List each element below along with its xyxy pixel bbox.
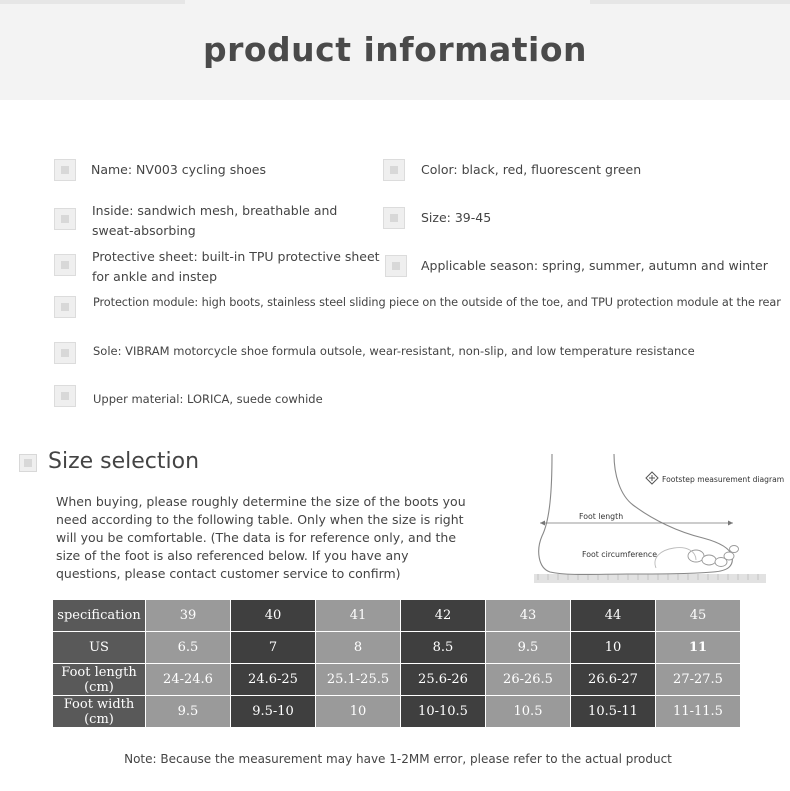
foot-length-label: Foot length xyxy=(579,512,624,521)
table-cell: 43 xyxy=(486,600,571,632)
measurement-note: Note: Because the measurement may have 1-2MM error, please refer to the actual product xyxy=(124,752,672,766)
diamond-icon xyxy=(646,472,658,484)
foot-measurement-diagram xyxy=(528,450,790,590)
table-cell: 45 xyxy=(656,600,741,632)
table-cell: 9.5 xyxy=(146,696,231,728)
table-row xyxy=(53,664,741,696)
table-cell: 39 xyxy=(146,600,231,632)
table-cell: 11-11.5 xyxy=(656,696,741,728)
table-cell: 25.6-26 xyxy=(401,664,486,696)
table-cell: 9.5 xyxy=(486,632,571,664)
table-cell: 42 xyxy=(401,600,486,632)
bullet-icon xyxy=(54,385,76,407)
table-cell: 10-10.5 xyxy=(401,696,486,728)
ruler-strip xyxy=(534,574,766,583)
table-cell: 10 xyxy=(316,696,401,728)
table-cell: 10 xyxy=(571,632,656,664)
table-cell: 7 xyxy=(231,632,316,664)
table-cell: 44 xyxy=(571,600,656,632)
size-selection-description: When buying, please roughly determine the size of the boots you need according to the following table. Only when the size is right will you be comfortable. (The data is for reference only, and the size of the foot is also referenced below. If you have any questions, please contact customer service to confirm) xyxy=(56,494,466,581)
foot-circumference-label: Foot circumference xyxy=(582,550,657,559)
table-row xyxy=(53,696,741,728)
bullet-icon xyxy=(54,208,76,230)
table-row xyxy=(53,632,741,664)
bullet-icon xyxy=(54,296,76,318)
row-header-foot-length: Foot length (cm) xyxy=(53,664,146,696)
info-color: Color: black, red, fluorescent green xyxy=(421,162,642,177)
bullet-icon xyxy=(54,159,76,181)
arrow-left-icon xyxy=(540,521,545,526)
info-inside: Inside: sandwich mesh, breathable and sweat-absorbing xyxy=(92,203,338,238)
bullet-icon xyxy=(383,159,405,181)
row-header-us: US xyxy=(53,632,146,664)
info-season: Applicable season: spring, summer, autumn and winter xyxy=(421,258,768,273)
table-cell: 24.6-25 xyxy=(231,664,316,696)
info-protection-module: Protection module: high boots, stainless steel sliding piece on the outside of the toe, and TPU protection module at the rear xyxy=(93,296,781,309)
bullet-icon xyxy=(385,255,407,277)
info-name: Name: NV003 cycling shoes xyxy=(91,162,266,177)
bullet-icon xyxy=(54,342,76,364)
table-cell: 6.5 xyxy=(146,632,231,664)
table-cell: 11 xyxy=(656,632,741,664)
info-upper-material: Upper material: LORICA, suede cowhide xyxy=(93,392,323,406)
table-cell: 10.5-11 xyxy=(571,696,656,728)
size-selection-title: Size selection xyxy=(48,449,200,474)
info-sole: Sole: VIBRAM motorcycle shoe formula outsole, wear-resistant, non-slip, and low temperature resistance xyxy=(93,344,695,358)
table-cell: 10.5 xyxy=(486,696,571,728)
table-cell: 8 xyxy=(316,632,401,664)
table-cell: 9.5-10 xyxy=(231,696,316,728)
info-size: Size: 39-45 xyxy=(421,210,492,225)
arrow-right-icon xyxy=(728,521,733,526)
table-cell: 25.1-25.5 xyxy=(316,664,401,696)
bullet-icon xyxy=(54,254,76,276)
section-bullet-icon xyxy=(19,454,37,472)
info-protective-sheet: Protective sheet: built-in TPU protective sheet for ankle and instep xyxy=(92,249,380,284)
row-header-foot-width: Foot width (cm) xyxy=(53,696,146,728)
table-cell: 41 xyxy=(316,600,401,632)
row-header-specification: specification xyxy=(53,600,146,632)
table-cell: 8.5 xyxy=(401,632,486,664)
table-cell: 24-24.6 xyxy=(146,664,231,696)
table-cell: 26.6-27 xyxy=(571,664,656,696)
size-table xyxy=(52,599,741,728)
table-cell: 27-27.5 xyxy=(656,664,741,696)
diagram-title: Footstep measurement diagram xyxy=(662,475,785,484)
table-cell: 26-26.5 xyxy=(486,664,571,696)
table-cell: 40 xyxy=(231,600,316,632)
table-row xyxy=(53,600,741,632)
bullet-icon xyxy=(383,207,405,229)
page-title: product information xyxy=(202,30,588,69)
